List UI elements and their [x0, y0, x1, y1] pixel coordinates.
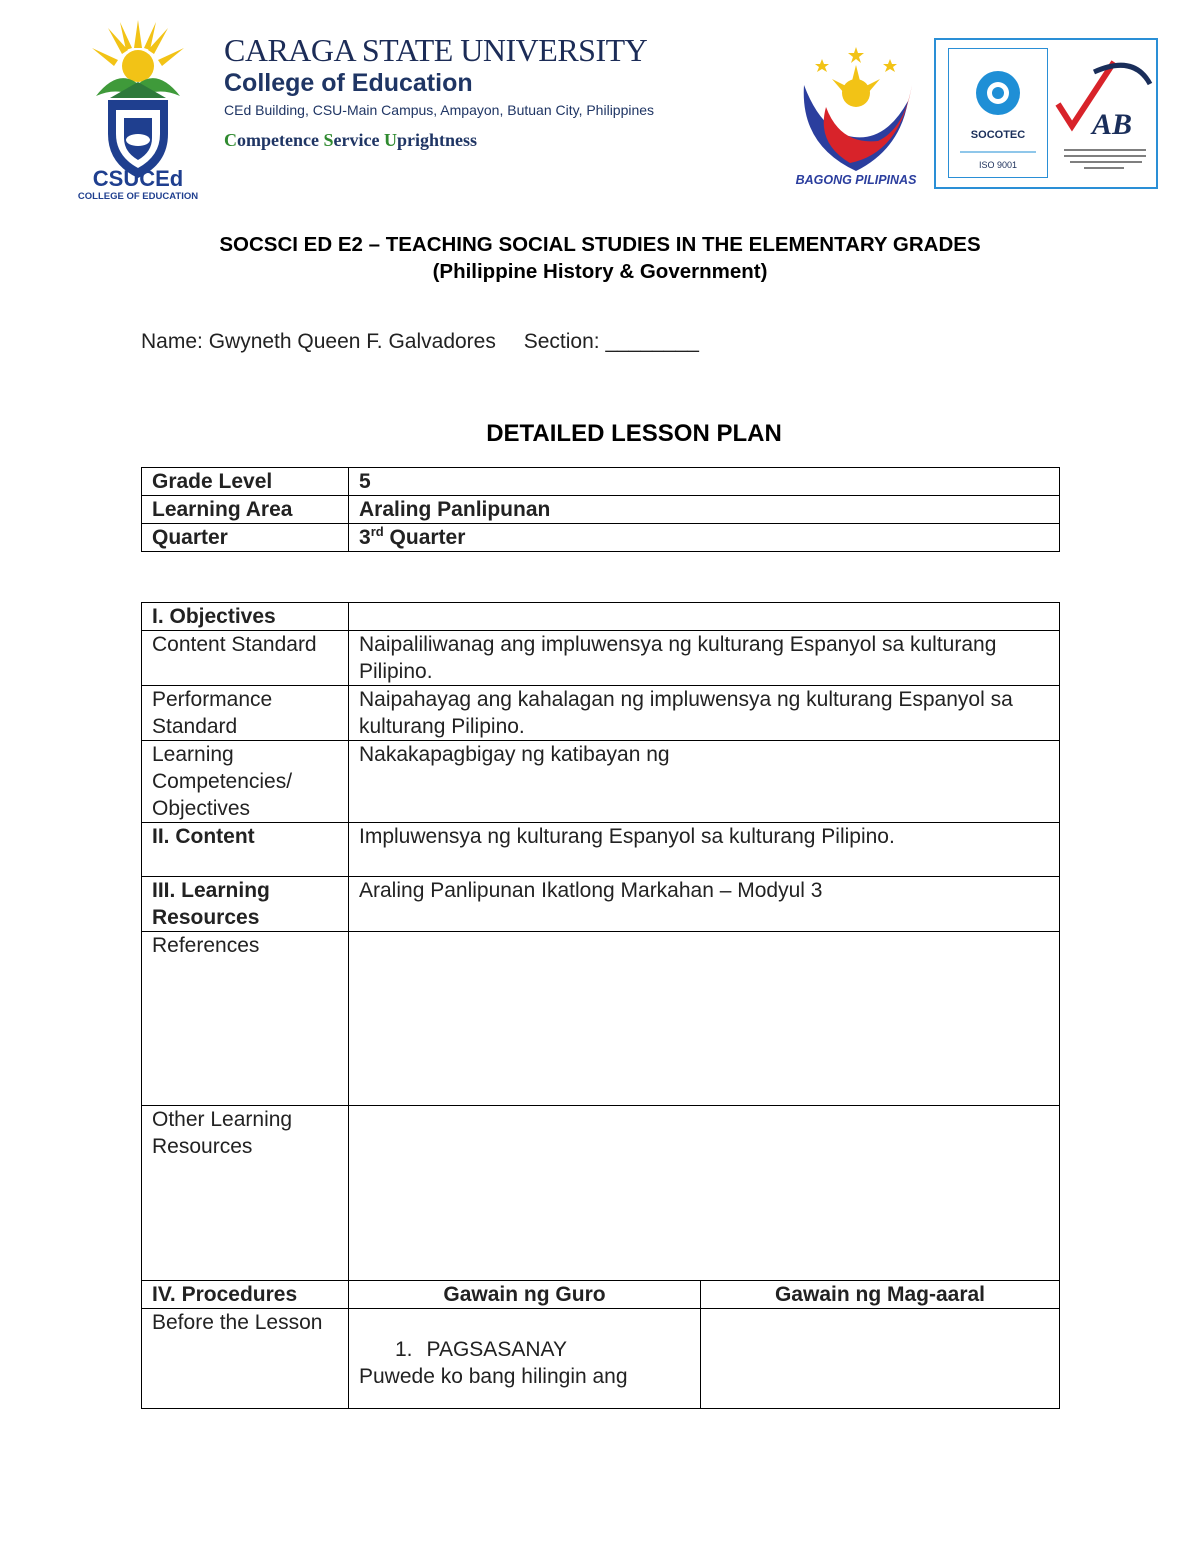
bagong-pilipinas-logo [790, 45, 930, 195]
table-row [142, 468, 1060, 496]
motto-rest-2: ervice [333, 130, 384, 150]
bagong-pilipinas-text: BAGONG PILIPINAS [795, 173, 917, 187]
course-title-line1: SOCSCI ED E2 – TEACHING SOCIAL STUDIES IN THE ELEMENTARY GRADES [219, 233, 981, 256]
learning-area-label: Learning Area [142, 496, 349, 524]
motto-initial-1: C [224, 130, 237, 150]
competencies-label: Learning Competencies/ Objectives [142, 741, 349, 823]
teacher-activity-header: Gawain ng Guro [349, 1281, 701, 1309]
content-standard-label: Content Standard [142, 631, 349, 686]
lesson-plan-table [141, 602, 1060, 1409]
lesson-info-table [141, 467, 1060, 552]
content-standard-value: Naipaliliwanag ang impluwensya ng kulturang Espanyol sa kulturang Pilipino. [349, 631, 1060, 686]
table-row [142, 932, 1060, 1106]
resources-value: Araling Panlipunan Ikatlong Markahan – Modyul 3 [349, 877, 1060, 932]
table-row [142, 524, 1060, 552]
objectives-heading: I. Objectives [142, 603, 349, 631]
table-row [142, 877, 1060, 932]
step-text: Puwede ko bang hilingin ang [359, 1365, 628, 1388]
table-row [142, 496, 1060, 524]
ab-label: AB [1091, 108, 1133, 141]
procedures-heading: IV. Procedures [142, 1281, 349, 1309]
college-address: CEd Building, CSU-Main Campus, Ampayon, Butuan City, Philippines [224, 102, 655, 118]
table-row [142, 741, 1060, 823]
performance-standard-value: Naipahayag ang kahalagan ng impluwensya ng kulturang Espanyol sa kulturang Pilipino. [349, 686, 1060, 741]
content-heading: II. Content [142, 823, 349, 877]
socotec-iso-icon [948, 48, 1048, 178]
step-number: 1. [395, 1338, 413, 1361]
before-lesson-label: Before the Lesson [142, 1309, 349, 1409]
step-heading [395, 1336, 567, 1363]
other-resources-value [349, 1106, 1060, 1281]
table-row [142, 603, 1060, 631]
name-label: Name: [141, 330, 203, 353]
references-label: References [142, 932, 349, 1106]
step-title: PAGSASANAY [426, 1338, 567, 1361]
motto-initial-2: S [323, 130, 334, 150]
table-row [142, 631, 1060, 686]
university-header [224, 32, 654, 151]
objectives-empty-cell [349, 603, 1060, 631]
logo-subtext: COLLEGE OF EDUCATION [78, 191, 198, 202]
grade-level-value: 5 [349, 468, 1060, 496]
logo-wordmark: CSUCEd [92, 166, 184, 191]
quarter-label: Quarter [142, 524, 349, 552]
college-motto [224, 130, 654, 151]
student-info [141, 330, 699, 354]
performance-standard-label: Performance Standard [142, 686, 349, 741]
university-name: CARAGA STATE UNIVERSITY [224, 32, 648, 68]
course-title-line2: (Philippine History & Government) [432, 260, 768, 283]
content-value: Impluwensya ng kulturang Espanyol sa kulturang Pilipino. [349, 823, 1060, 877]
socotec-label: SOCOTEC [970, 129, 1026, 141]
learning-area-value: Araling Panlipunan [349, 496, 1060, 524]
table-row [142, 1309, 1060, 1409]
iso-label: ISO 9001 [978, 160, 1018, 170]
lesson-plan-title: DETAILED LESSON PLAN [486, 420, 782, 447]
quarter-word: Quarter [389, 526, 466, 549]
table-row [142, 686, 1060, 741]
quarter-suffix: rd [370, 524, 384, 539]
student-activity-header: Gawain ng Mag-aaral [701, 1281, 1060, 1309]
student-activity-cell [701, 1309, 1060, 1409]
certification-badges [934, 38, 1158, 189]
college-name: College of Education [224, 69, 473, 97]
motto-initial-3: U [383, 130, 397, 150]
references-value [349, 932, 1060, 1106]
ab-accreditation-icon [1054, 54, 1154, 179]
motto-rest-1: ompetence [237, 130, 324, 150]
section-value: ________ [605, 330, 699, 353]
other-resources-label: Other Learning Resources [142, 1106, 349, 1281]
name-value: Gwyneth Queen F. Galvadores [208, 330, 496, 353]
course-title [0, 231, 1200, 285]
motto-rest-3: prightness [396, 130, 477, 150]
table-row [142, 1281, 1060, 1309]
quarter-number: 3 [359, 526, 371, 549]
table-row [142, 823, 1060, 877]
teacher-activity-cell [349, 1309, 701, 1409]
resources-heading: III. Learning Resources [142, 877, 349, 932]
section-label: Section: [523, 330, 600, 353]
competencies-value: Nakakapagbigay ng katibayan ng [349, 741, 1060, 823]
grade-level-label: Grade Level [142, 468, 349, 496]
quarter-value [349, 524, 1060, 552]
csu-ced-logo [78, 18, 198, 203]
table-row [142, 1106, 1060, 1281]
